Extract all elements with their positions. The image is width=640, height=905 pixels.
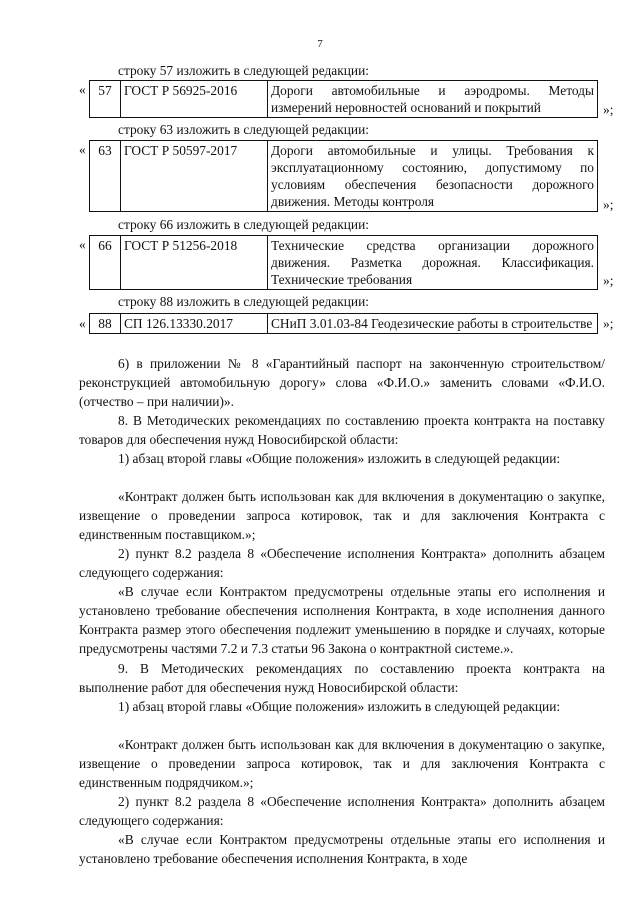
row-intro-63: строку 63 изложить в следующей редакции: <box>118 122 369 137</box>
row-intro-66: строку 66 изложить в следующей редакции: <box>118 217 369 232</box>
standards-row-88 <box>89 313 598 334</box>
row-intro-88: строку 88 изложить в следующей редакции: <box>118 294 369 309</box>
standards-row-57 <box>89 80 598 118</box>
row-number: 57 <box>90 81 121 118</box>
paragraph-8-item-1: 1) абзац второй главы «Общие положения» изложить в следующей редакции: <box>118 451 561 466</box>
paragraph-8-quote-1: «Контракт должен быть использован как для включения в документацию о закупке, извещение о проведении запроса котировок, так и для заключения Контракта с единственным поставщиком.»; <box>79 489 605 543</box>
row-number: 66 <box>90 236 121 290</box>
standard-title: Дороги автомобильные и улицы. Требования к эксплуатационному состоянию, допустимому по условиям обеспечения безопасности дорожного движения. Методы контроля <box>268 141 598 212</box>
standards-row-66 <box>89 235 598 290</box>
paragraph-section-8-heading: 8. В Методических рекомендациях по составлению проекта контракта на поставку товаров для обеспечения нужд Новосибирской области: <box>79 413 605 448</box>
standard-code: ГОСТ Р 50597-2017 <box>121 141 268 212</box>
quote-close: »; <box>603 316 614 331</box>
paragraph-section-9-heading: 9. В Методических рекомендациях по составлению проекта контракта на выполнение работ для обеспечения нужд Новосибирской области: <box>79 661 605 696</box>
page-number: 7 <box>317 38 323 50</box>
row-intro-57: строку 57 изложить в следующей редакции: <box>118 63 369 78</box>
quote-open: « <box>79 82 86 97</box>
row-number: 88 <box>90 314 121 334</box>
paragraph-8-item-2: 2) пункт 8.2 раздела 8 «Обеспечение исполнения Контракта» дополнить абзацем следующего содержания: <box>79 546 605 581</box>
row-number: 63 <box>90 141 121 212</box>
paragraph-8-quote-2: «В случае если Контрактом предусмотрены отдельные этапы его исполнения и установлено требование обеспечения исполнения Контракта, в ходе исполнения данного Контракта размер этого обеспечения подлежит уменьшению в порядке и случаях, которые предусмотрены частями 7.2 и 7.3 статьи 96 Закона о контрактной системе.». <box>79 584 605 657</box>
quote-open: « <box>79 237 86 252</box>
standard-code: ГОСТ Р 56925-2016 <box>121 81 268 118</box>
standard-code: ГОСТ Р 51256-2018 <box>121 236 268 290</box>
quote-close: »; <box>603 197 614 212</box>
standard-title: СНиП 3.01.03-84 Геодезические работы в строительстве <box>268 314 598 334</box>
paragraph-9-item-1: 1) абзац второй главы «Общие положения» изложить в следующей редакции: <box>118 699 561 714</box>
quote-close: »; <box>603 273 614 288</box>
quote-open: « <box>79 142 86 157</box>
paragraph-9-quote-1: «Контракт должен быть использован как для включения в документацию о закупке, извещение о проведении запроса котировок, так и для заключения Контракта с единственным подрядчиком.»; <box>79 737 605 791</box>
standards-row-63 <box>89 140 598 212</box>
paragraph-appendix-8: 6) в приложении № 8 «Гарантийный паспорт на законченную строительством/реконструкцией автомобильную дорогу» слова «Ф.И.О.» заменить словами «Ф.И.О. (отчество – при наличии)». <box>79 356 605 410</box>
standard-title: Технические средства организации дорожного движения. Разметка дорожная. Классификация. Технические требования <box>268 236 598 290</box>
quote-open: « <box>79 316 86 331</box>
standard-title: Дороги автомобильные и аэродромы. Методы измерений неровностей оснований и покрытий <box>268 81 598 118</box>
paragraph-9-quote-2: «В случае если Контрактом предусмотрены отдельные этапы его исполнения и установлено требование обеспечения исполнения Контракта, в ходе <box>79 832 605 867</box>
standard-code: СП 126.13330.2017 <box>121 314 268 334</box>
paragraph-9-item-2: 2) пункт 8.2 раздела 8 «Обеспечение исполнения Контракта» дополнить абзацем следующего содержания: <box>79 794 605 829</box>
quote-close: »; <box>603 102 614 117</box>
